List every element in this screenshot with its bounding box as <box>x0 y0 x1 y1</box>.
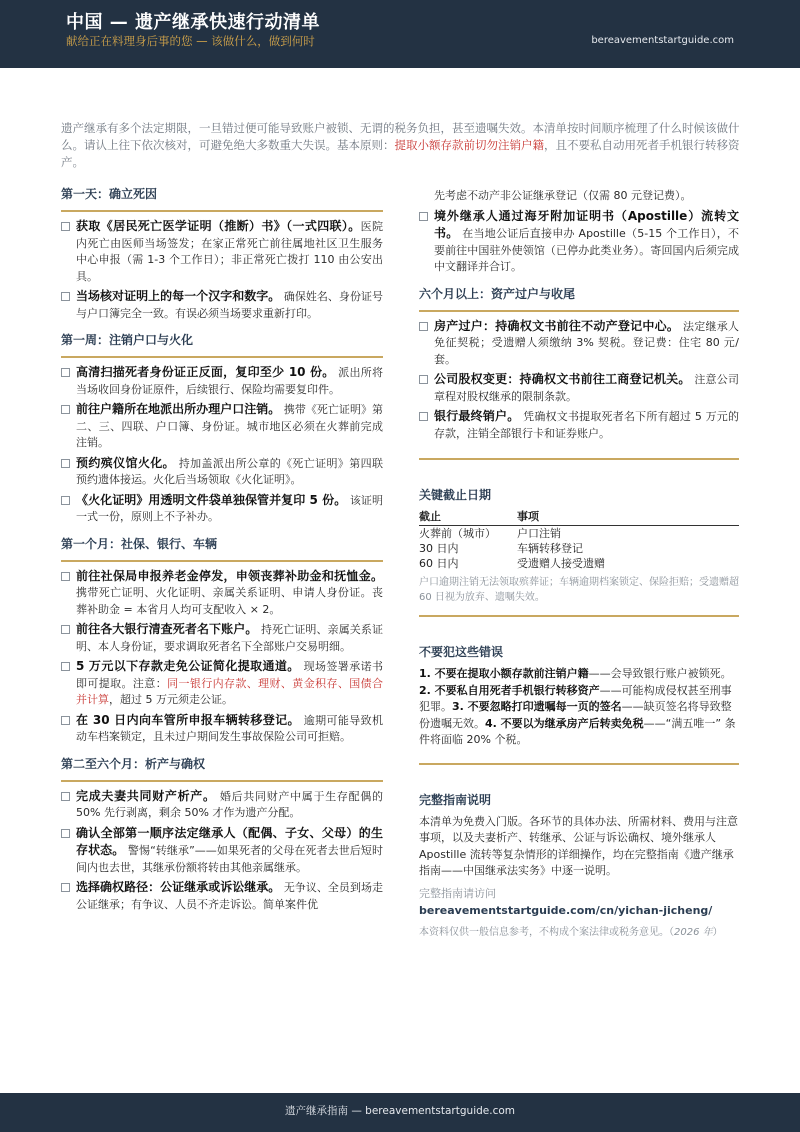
section-title: 第一个月：社保、银行、车辆 <box>61 536 218 551</box>
checkbox[interactable] <box>61 883 70 892</box>
checkbox[interactable] <box>61 496 70 505</box>
item-text-tail: ，超过 5 万元须走公证。 <box>109 693 233 706</box>
item-lead: 预约殡仪馆火化。 <box>76 455 175 470</box>
section-divider <box>419 615 739 617</box>
mistake-text: ——可能构成侵权甚至刑事犯罪。 <box>419 683 732 713</box>
item-lead: 选择确权路径：公证继承或诉讼继承。 <box>76 880 281 894</box>
item-text: 派出所将当场收回身份证原件，后续银行、保险均需要复印件。 <box>76 366 383 396</box>
guide-visit-label: 完整指南请访问 <box>419 886 496 900</box>
item-text: 在当地公证后直接申办 Apostille（5-15 个工作日），不要前往中国驻外使领馆（已停办此类业务）。寄回国内后须完成中文翻译并合订。 <box>434 227 739 273</box>
checklist-item <box>61 879 383 913</box>
item-text: 凭确权文书提取死者名下所有超过 5 万元的存款，注销全部银行卡和证券账户。 <box>434 410 739 440</box>
item-lead: 在 30 日内向车管所申报车辆转移登记。 <box>76 712 300 727</box>
item-text: 逾期可能导致机动车档案锁定，且未过户期间发生事故保险公司可拒赔。 <box>76 713 383 743</box>
item-text: 注意公司章程对股权继承的限制条款。 <box>434 373 739 403</box>
checkbox[interactable] <box>419 375 428 384</box>
item-lead: 房产过户：持确权文书前往不动产登记中心。 <box>434 318 680 333</box>
item-text: 警惕“转继承”——如果死者的父母在死者去世后短时间内也去世，其继承份额将转由其他亲属继承。 <box>76 844 383 874</box>
checklist-item <box>419 371 739 405</box>
table-cell: 户口注销 <box>517 527 561 540</box>
item-lead: 银行最终销户。 <box>434 409 520 423</box>
item-text: 持死亡证明、亲属关系证明、本人身份证，要求调取死者名下全部账户交易明细。 <box>76 623 383 653</box>
section-title: 第二至六个月：析产与确权 <box>61 756 206 771</box>
intro-paragraph <box>61 120 741 171</box>
checklist-item <box>419 318 739 369</box>
checklist-item <box>61 712 383 746</box>
guide-title: 完整指南说明 <box>419 792 492 807</box>
section-divider <box>61 560 383 562</box>
checkbox[interactable] <box>61 829 70 838</box>
deadlines-note: 户口逾期注销无法领取殡葬证；车辆逾期档案锁定、保险拒赔；受遗赠超 60 日视为放弃、遗嘱失效。 <box>419 577 739 603</box>
table-cell: 车辆转移登记 <box>517 542 583 555</box>
footer-text: 遗产继承指南 — bereavementstartguide.com <box>285 1105 515 1117</box>
intro-highlight: 提取小额存款前切勿注销户籍 <box>394 138 544 152</box>
item-text: 现场签署承诺书即可提取。注意： <box>76 660 384 690</box>
checkbox[interactable] <box>61 662 70 671</box>
table-cell: 30 日内 <box>419 542 459 555</box>
table-row <box>419 541 739 556</box>
mistakes-title: 不要犯这些错误 <box>419 645 504 659</box>
page-header <box>0 0 800 68</box>
item-lead: 完成夫妻共同财产析产。 <box>76 788 216 803</box>
section-divider <box>419 763 739 765</box>
disclaimer-text: 本资料仅供一般信息参考，不构成个案法律或税务意见。（ <box>419 926 674 938</box>
item-lead: 高清扫描死者身份证正反面，复印至少 10 份。 <box>76 365 335 379</box>
item-warning-text: 同一银行内存款、理财、黄金积存、国债合并计算 <box>76 676 383 706</box>
disclaimer <box>419 923 739 938</box>
item-lead: 境外继承人通过海牙附加证明书（Apostille）流转文书。 <box>434 208 739 240</box>
item-lead: 获取《居民死亡医学证明（推断）书》（一式四联）。 <box>76 219 361 233</box>
checkbox[interactable] <box>419 322 428 331</box>
table-row <box>419 556 739 571</box>
item-lead: 前往各大银行清查死者名下账户。 <box>76 622 258 636</box>
checklist-item <box>61 288 383 322</box>
item-text: 携带死亡证明、火化证明、亲属关系证明、申请人身份证。丧葬补助金 = 本省月人均可支配收入 × 2。 <box>76 586 383 616</box>
checklist-item <box>61 788 383 822</box>
mistake-text: ——会导致银行账户被锁死。 <box>588 667 732 680</box>
checkbox[interactable] <box>419 412 428 421</box>
checkbox[interactable] <box>61 716 70 725</box>
table-cell: 受遗赠人接受遗赠 <box>517 557 605 570</box>
section-divider <box>61 210 383 212</box>
item-text: 医院内死亡由医师当场签发；在家正常死亡前往属地社区卫生服务中心申报（需 1-3 个工作日）；非正常死亡拨打 110 由公安出具。 <box>76 220 383 283</box>
table-header: 事项 <box>517 507 739 526</box>
item-lead: 前往户籍所在地派出所办理户口注销。 <box>76 402 281 416</box>
table-row <box>419 526 739 542</box>
left-column <box>61 186 383 916</box>
mistake-lead: 4. 不要以为继承房产后转卖免税 <box>485 716 644 730</box>
mistake-lead: 1. 不要在提取小额存款前注销户籍 <box>419 667 589 680</box>
item-text: 婚后共同财产中属于生存配偶的 50% 先行剥离，剩余 50% 才作为遗产分配。 <box>76 789 383 819</box>
item-text: 确保姓名、身份证号与户口簿完全一致。有误必须当场要求重新打印。 <box>76 290 383 320</box>
page-title: 中国 — 遗产继承快速行动清单 <box>66 12 321 33</box>
deadlines-title: 关键截止日期 <box>419 488 492 502</box>
checkbox[interactable] <box>61 792 70 801</box>
item-lead: 公司股权变更：持确权文书前往工商登记机关。 <box>434 372 691 386</box>
section-title: 第一周：注销户口与火化 <box>61 333 194 347</box>
section-title: 六个月以上：资产过户与收尾 <box>419 286 576 301</box>
item-lead: 5 万元以下存款走免公证简化提取通道。 <box>76 659 300 673</box>
table-cell: 60 日内 <box>419 557 459 570</box>
item-text: 法定继承人免征契税；受遗赠人须缴纳 3% 契税。登记费：住宅 80 元/套。 <box>434 319 739 366</box>
checklist-item <box>61 364 383 398</box>
mistake-text: ——“满五唯一” 条件将面临 20% 个税。 <box>419 716 736 746</box>
item-lead: 《火化证明》用透明文件袋单独保管并复印 5 份。 <box>76 492 347 507</box>
checkbox[interactable] <box>61 405 70 414</box>
checklist-item <box>419 408 739 442</box>
item-lead: 前往社保局申报养老金停发，申领丧葬补助金和抚恤金。 <box>76 568 383 583</box>
checklist-item <box>61 218 383 285</box>
section-divider <box>419 458 739 460</box>
intro-text-end: ，且不要私自动用死者手机银行转移资产。 <box>61 138 740 169</box>
section-title: 第一天：确立死因 <box>61 187 158 201</box>
checklist-item <box>61 825 383 877</box>
disclaimer-year: 2026 年 <box>674 926 713 938</box>
item-lead: 当场核对证明上的每一个汉字和数字。 <box>76 289 281 303</box>
mistake-lead: 3. 不要忽略打印遗嘱每一页的签名 <box>452 700 622 713</box>
checklist-item <box>419 208 739 276</box>
checklist-item <box>61 621 383 655</box>
deadlines-table <box>419 507 739 571</box>
section-divider <box>419 310 739 312</box>
checkbox[interactable] <box>61 222 70 231</box>
item-text: 持加盖派出所公章的《死亡证明》第四联预约遗体接运。火化后当场领取《火化证明》。 <box>76 456 383 486</box>
page-subtitle: 献给正在料理身后事的您 — 该做什么，做到何时 <box>66 34 315 48</box>
checkbox[interactable] <box>61 459 70 468</box>
checkbox[interactable] <box>61 572 70 581</box>
header-site-link[interactable]: bereavementstartguide.com <box>591 35 734 46</box>
item-continuation: 先考虑不动产非公证继承登记（仅需 80 元登记费）。 <box>434 189 692 202</box>
table-header: 截止 <box>419 507 517 526</box>
table-cell: 火葬前（城市） <box>419 527 496 540</box>
checklist-item <box>61 492 383 526</box>
item-lead: 确认全部第一顺序法定继承人（配偶、子女、父母）的生存状态。 <box>76 825 383 857</box>
checkbox[interactable] <box>61 292 70 301</box>
right-column <box>419 188 739 938</box>
intro-text: 遗产继承有多个法定期限，一旦错过便可能导致账户被锁、无谓的税务负担，甚至遗嘱失效。本清单按时间顺序梳理了什么时候该做什么。请认上往下依次核对，可避免绝大多数重大失误。基本原则： <box>61 121 740 152</box>
table-header-row <box>419 507 739 526</box>
section-divider <box>61 780 383 782</box>
mistakes-text <box>419 666 739 749</box>
checklist-item <box>61 568 383 619</box>
guide-url-link[interactable]: bereavementstartguide.com/cn/yichan-jicheng/ <box>419 903 713 917</box>
mistake-lead: 2. 不要私自用死者手机银行转移资产 <box>419 683 600 697</box>
checklist-item <box>61 455 383 489</box>
mistake-text: ——缺页签名将导致整份遗嘱无效。 <box>419 700 732 730</box>
checkbox[interactable] <box>419 212 428 221</box>
item-text: 无争议、全员到场走公证继承；有争议、人员不齐走诉讼。简单案件优 <box>76 881 383 911</box>
checklist-item <box>61 658 383 709</box>
item-text: 携带《死亡证明》第二、三、四联、户口簿、身份证。城市地区必须在火葬前完成注销。 <box>76 403 383 449</box>
checklist-item <box>61 401 383 452</box>
guide-text: 本清单为免费入门版。各环节的具体办法、所需材料、费用与注意事项，以及夫妻析产、转继承、公证与诉讼确权、境外继承人 Apostille 流转等复杂情形的详细操作，均在完整指南《遗产继承指南——中国继承法实务》中逐一说明。 <box>419 814 738 877</box>
section-divider <box>61 356 383 358</box>
disclaimer-end: ） <box>712 926 723 938</box>
page-footer <box>0 1093 800 1132</box>
checkbox[interactable] <box>61 625 70 634</box>
checkbox[interactable] <box>61 368 70 377</box>
item-text: 该证明一式一份，原则上不予补办。 <box>76 493 383 523</box>
